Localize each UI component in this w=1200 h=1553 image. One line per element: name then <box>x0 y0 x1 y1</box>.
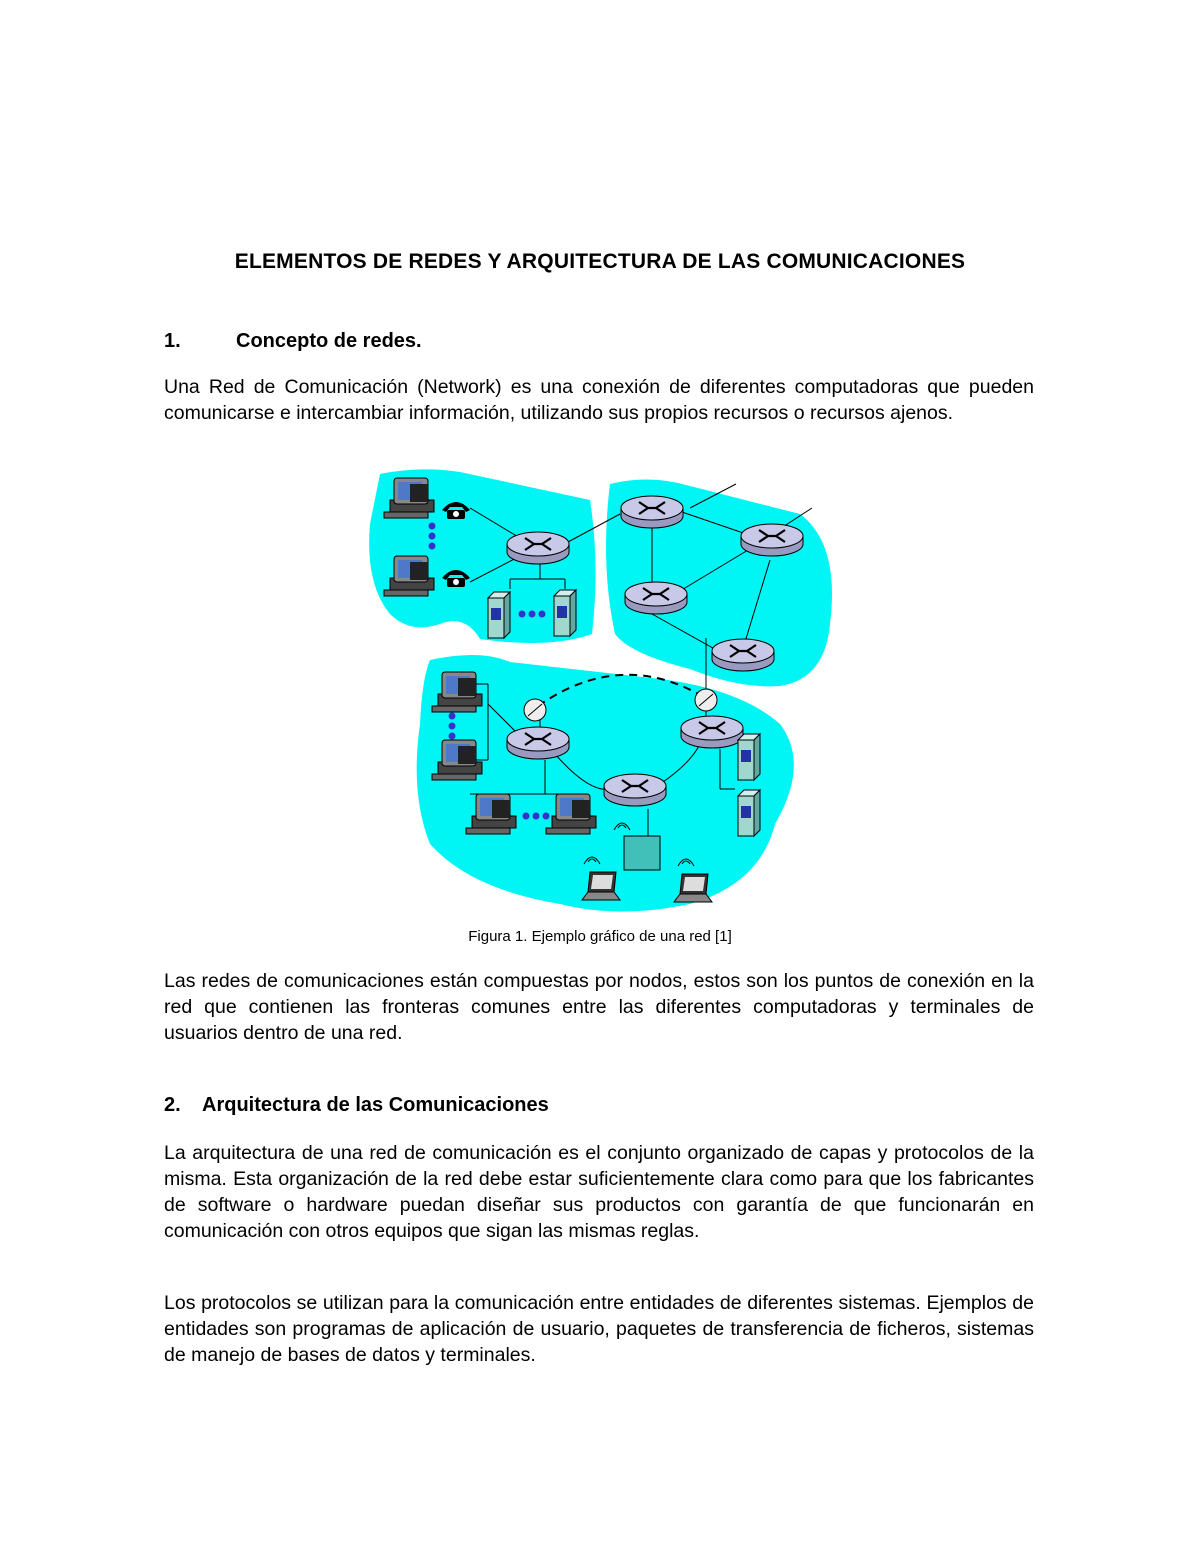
network-diagram-figure <box>360 464 850 924</box>
continuation-dots <box>523 813 550 820</box>
server-icon <box>554 590 576 636</box>
section-1-paragraph-1: Una Red de Comunicación (Network) es una conexión de diferentes computadoras que pueden comunicarse e intercambiar información, utilizando sus propios recursos o recursos ajenos. <box>164 376 1034 424</box>
section-1-heading <box>164 330 422 353</box>
continuation-dots <box>429 523 436 550</box>
router-icon <box>681 716 743 748</box>
satellite-dish-icon <box>524 699 546 721</box>
router-icon <box>507 532 569 564</box>
router-icon <box>507 727 569 759</box>
section-2-title: Arquitectura de las Comunicaciones <box>202 1094 549 1116</box>
section-1-title: Concepto de redes. <box>236 330 422 352</box>
router-icon <box>604 774 666 806</box>
router-icon <box>712 639 774 671</box>
server-icon <box>488 592 510 638</box>
section-2-paragraph-2: Los protocolos se utilizan para la comunicación entre entidades de diferentes sistemas. Ejemplos de entidades son programas de aplicación de usuario, paquetes de transferencia de ficheros, sistemas de manejo de bases de datos y terminales. <box>164 1292 1034 1366</box>
section-2-heading <box>164 1094 549 1117</box>
section-2-number: 2. <box>164 1094 181 1116</box>
satellite-dish-icon <box>695 689 717 711</box>
section-2-paragraph-1: La arquitectura de una red de comunicación es el conjunto organizado de capas y protocolos de la misma. Esta organización de la red debe estar suficientemente clara como para que los fabricantes de software o hardware puedan diseñar sus productos con garantía de que funcionarán en comunicación con otros equipos que sigan las mismas reglas. <box>164 1142 1034 1242</box>
continuation-dots <box>519 611 546 618</box>
router-icon <box>625 582 687 614</box>
section-1-number: 1. <box>164 330 181 352</box>
server-icon <box>738 734 760 780</box>
continuation-dots <box>449 713 456 740</box>
router-icon <box>741 524 803 556</box>
router-icon <box>621 496 683 528</box>
server-icon <box>738 790 760 836</box>
document-title: ELEMENTOS DE REDES Y ARQUITECTURA DE LAS COMUNICACIONES <box>234 250 966 273</box>
section-1-paragraph-2: Las redes de comunicaciones están compuestas por nodos, estos son los puntos de conexión en la red que contienen las fronteras comunes entre las diferentes computadoras y terminales de usuarios dentro de una red. <box>164 970 1034 1044</box>
figure-caption: Figura 1. Ejemplo gráfico de una red [1] <box>468 928 732 945</box>
